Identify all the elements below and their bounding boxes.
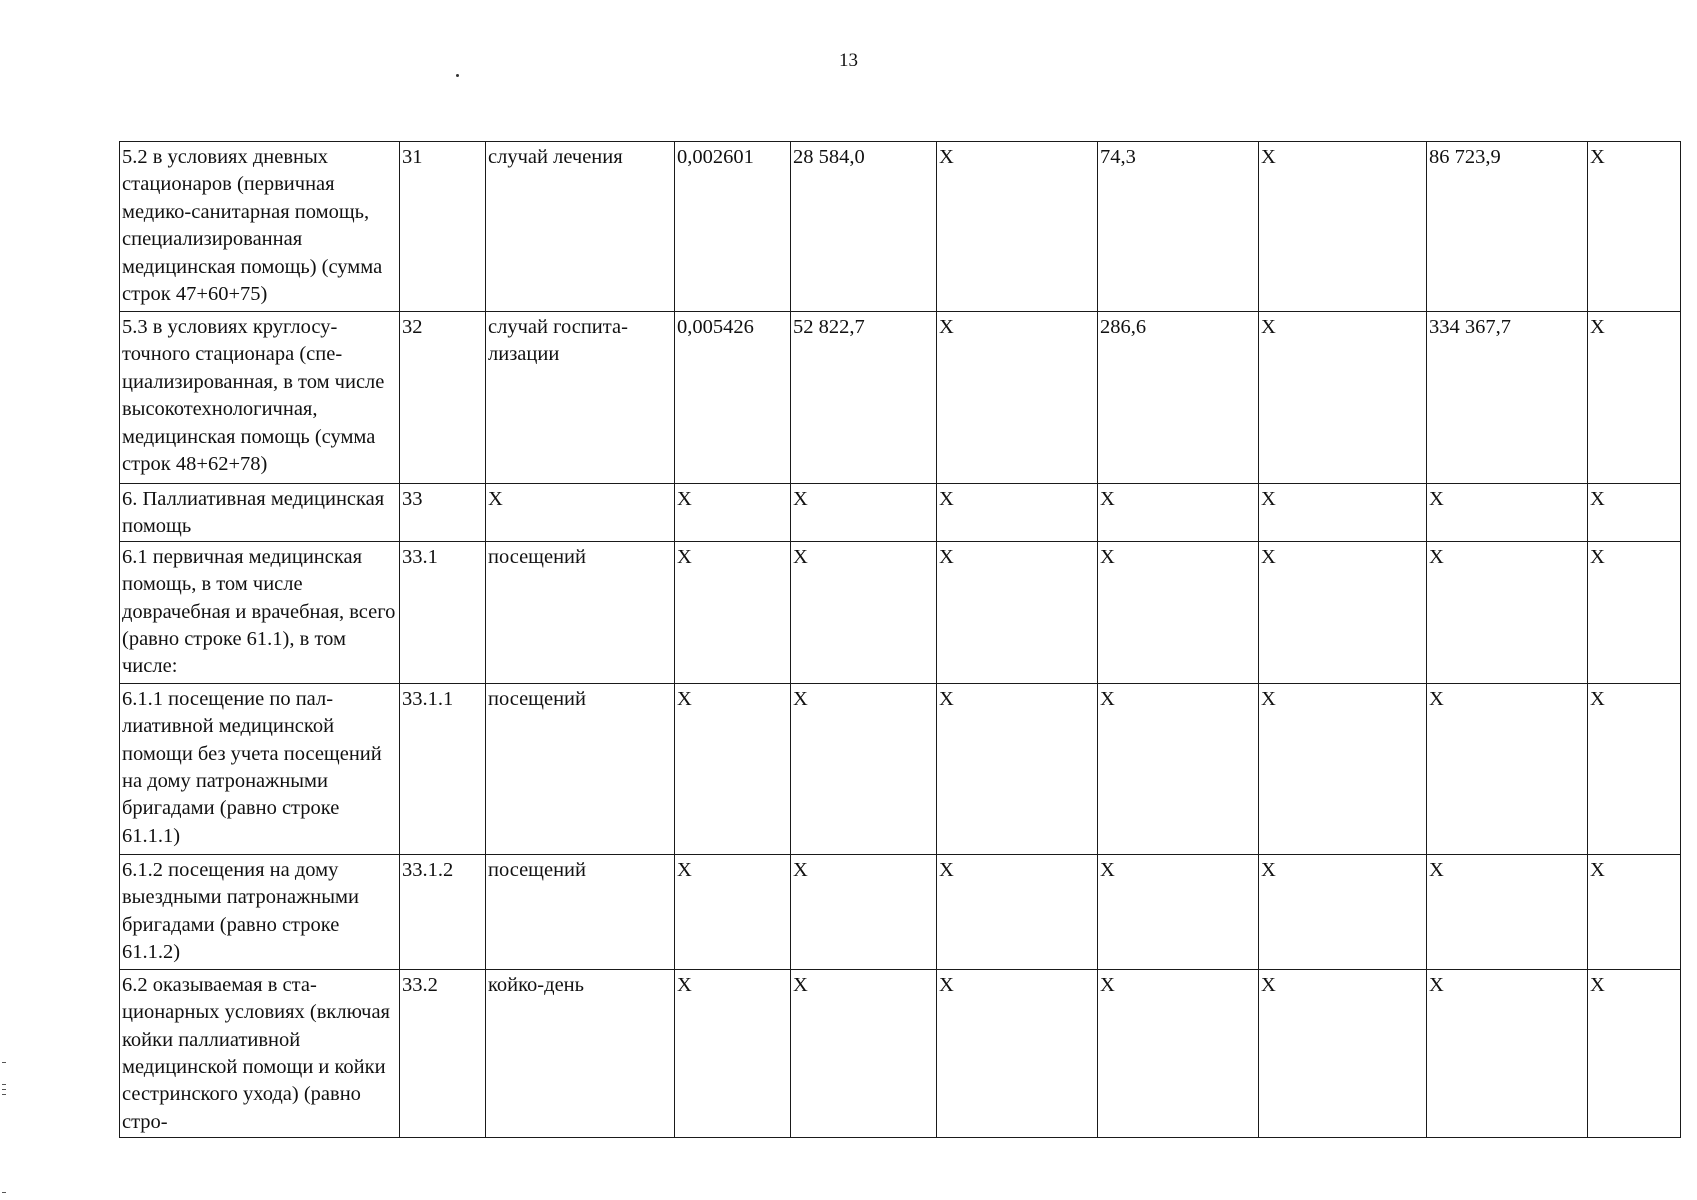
table-row [120, 854, 1681, 969]
value-cell: X [937, 142, 1098, 312]
row-label-cell: 6.1.1 посещение по паллиативной медицинской помощи без учета посещений на дому патронажными бригадами (равно строке 61.1.1) [120, 683, 400, 854]
value-cell: X [1259, 854, 1427, 969]
value-cell: X [1259, 484, 1427, 542]
value-cell: 74,3 [1098, 142, 1259, 312]
value-cell: X [937, 484, 1098, 542]
table-body [120, 142, 1681, 1138]
unit-cell: посещений [486, 854, 675, 969]
table-row [120, 484, 1681, 542]
value-cell: X [1427, 854, 1588, 969]
value-cell: X [1588, 142, 1681, 312]
value-cell: 52 822,7 [791, 312, 937, 484]
value-cell: X [675, 683, 791, 854]
value-cell: X [791, 969, 937, 1137]
row-number-cell: 33 [400, 484, 486, 542]
value-cell: X [1259, 683, 1427, 854]
value-cell: X [937, 541, 1098, 683]
value-cell: X [1588, 683, 1681, 854]
value-cell: X [1427, 969, 1588, 1137]
value-cell: X [937, 854, 1098, 969]
row-number-cell: 33.1.2 [400, 854, 486, 969]
table-row [120, 541, 1681, 683]
scan-artifact-dot [456, 74, 459, 77]
value-cell: X [1427, 484, 1588, 542]
table-row [120, 142, 1681, 312]
row-label-cell: 6.1 первичная медицинская помощь, в том числе доврачебная и врачебная, всего (равно строке 61.1), в том числе: [120, 541, 400, 683]
row-number-cell: 33.1.1 [400, 683, 486, 854]
value-cell: X [791, 854, 937, 969]
row-label-cell: 5.3 в условиях круглосуточного стационара (специализированная, в том числе высокотехнологичная, медицинская помощь (сумма строк 48+62+78) [120, 312, 400, 484]
value-cell: X [1259, 541, 1427, 683]
value-cell: X [937, 683, 1098, 854]
value-cell: 86 723,9 [1427, 142, 1588, 312]
value-cell: X [1098, 484, 1259, 542]
unit-cell: X [486, 484, 675, 542]
value-cell: X [1588, 854, 1681, 969]
table-row [120, 969, 1681, 1137]
row-number-cell: 33.2 [400, 969, 486, 1137]
value-cell: 0,002601 [675, 142, 791, 312]
value-cell: X [1098, 969, 1259, 1137]
table-row [120, 683, 1681, 854]
unit-cell: случай лечения [486, 142, 675, 312]
value-cell: X [675, 969, 791, 1137]
value-cell: X [791, 683, 937, 854]
value-cell: X [791, 541, 937, 683]
value-cell: 286,6 [1098, 312, 1259, 484]
value-cell: 334 367,7 [1427, 312, 1588, 484]
value-cell: X [1588, 484, 1681, 542]
value-cell: X [791, 484, 937, 542]
value-cell: X [1588, 541, 1681, 683]
row-label-cell: 6.2 оказываемая в стационарных условиях (включая койки паллиативной медицинской помощи и койки сестринского ухода) (равно стро- [120, 969, 400, 1137]
value-cell: X [1427, 683, 1588, 854]
value-cell: X [1098, 541, 1259, 683]
row-number-cell: 31 [400, 142, 486, 312]
data-table [119, 141, 1681, 1138]
value-cell: X [1259, 312, 1427, 484]
unit-cell: посещений [486, 683, 675, 854]
value-cell: 0,005426 [675, 312, 791, 484]
value-cell: X [937, 969, 1098, 1137]
value-cell: X [1588, 312, 1681, 484]
row-label-cell: 6.1.2 посещения на дому выездными патронажными бригадами (равно строке 61.1.2) [120, 854, 400, 969]
unit-cell: койко-день [486, 969, 675, 1137]
value-cell: X [1588, 969, 1681, 1137]
value-cell: X [675, 854, 791, 969]
value-cell: X [1259, 969, 1427, 1137]
value-cell: X [1259, 142, 1427, 312]
row-number-cell: 32 [400, 312, 486, 484]
table-row [120, 312, 1681, 484]
scan-margin-marks [2, 1062, 8, 1194]
value-cell: X [1098, 683, 1259, 854]
value-cell: X [937, 312, 1098, 484]
unit-cell: случай госпитализации [486, 312, 675, 484]
value-cell: 28 584,0 [791, 142, 937, 312]
row-label-cell: 6. Паллиативная медицинская помощь [120, 484, 400, 542]
row-number-cell: 33.1 [400, 541, 486, 683]
value-cell: X [1098, 854, 1259, 969]
value-cell: X [675, 541, 791, 683]
value-cell: X [1427, 541, 1588, 683]
row-label-cell: 5.2 в условиях дневных стационаров (первичная медико-санитарная помощь, специализированная медицинская помощь) (сумма строк 47+60+75) [120, 142, 400, 312]
value-cell: X [675, 484, 791, 542]
page-number: 13 [839, 50, 858, 71]
unit-cell: посещений [486, 541, 675, 683]
